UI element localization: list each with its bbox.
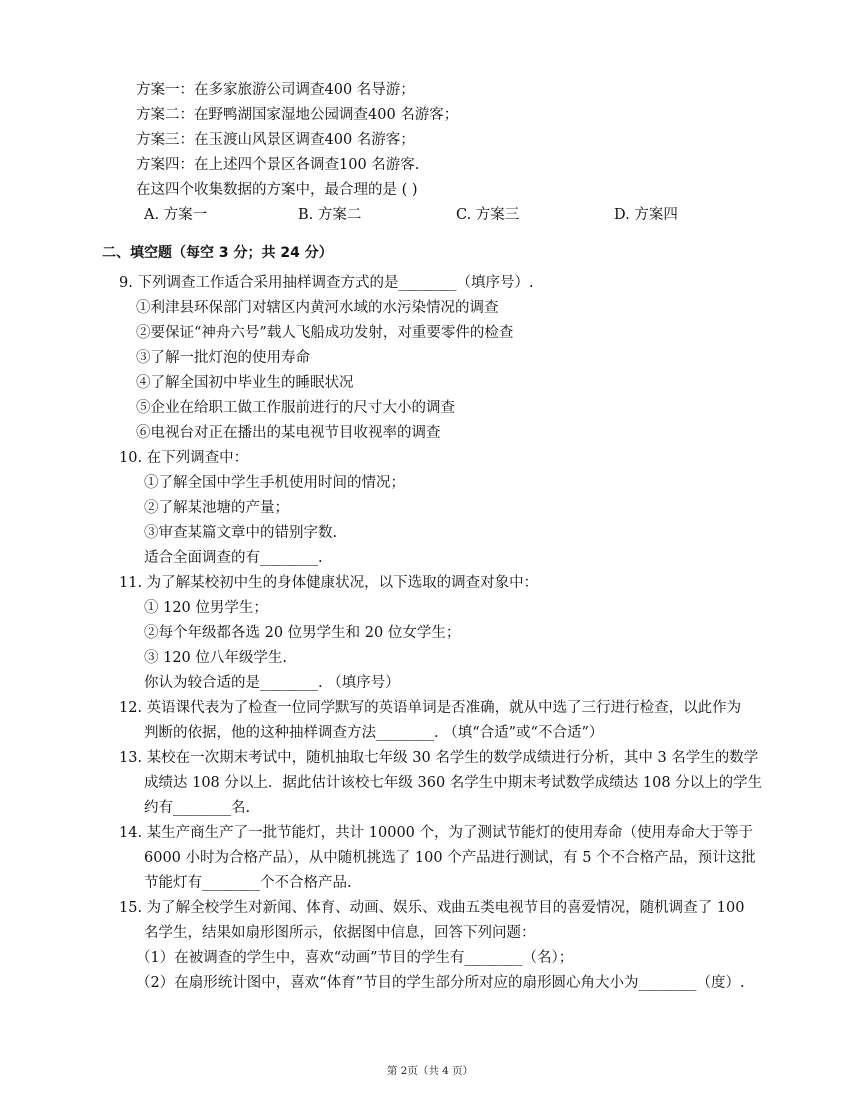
q11-item-2: ②每个年级都各选 20 位男学生和 20 位女学生；: [144, 625, 461, 641]
q10-answer-line: 适合全面调查的有________.: [144, 550, 323, 566]
page-footer: 第 2页（共 4 页）: [386, 1065, 474, 1077]
q14-line-2: 6000 小时为合格产品），从中随机挑选了 100 个产品进行测试，有 5 个不合格产品，预计这批: [144, 850, 756, 866]
q11-item-3: ③ 120 位八年级学生.: [144, 650, 288, 666]
q8-plan-3: 方案三：在玉渡山风景区调查400 名游客；: [136, 132, 415, 148]
q8-stem: 在这四个收集数据的方案中，最合理的是 ( ): [136, 182, 418, 198]
q11-stem: 11. 为了解某校初中生的身体健康状况，以下选取的调查对象中：: [119, 575, 539, 591]
q11-item-1: ① 120 位男学生；: [144, 600, 268, 616]
q9-item-1: ①利津县环保部门对辖区内黄河水域的水污染情况的调查: [136, 300, 499, 316]
q9-item-2: ②要保证“神舟六号”载人飞船成功发射，对重要零件的检查: [136, 325, 514, 341]
q8-plan-4: 方案四：在上述四个景区各调查100 名游客.: [136, 157, 420, 173]
q10-item-2: ②了解某池塘的产量；: [144, 500, 289, 516]
q14-line-1: 14. 某生产商生产了一批节能灯，共计 10000 个，为了测试节能灯的使用寿命（使用寿命大于等于: [119, 825, 754, 841]
q14-line-3: 节能灯有________个不合格产品.: [144, 875, 352, 891]
q8-option-a: A. 方案一: [144, 207, 208, 223]
q9-item-5: ⑤企业在给职工做工作服前进行的尺寸大小的调查: [136, 400, 455, 416]
q9-item-3: ③了解一批灯泡的使用寿命: [136, 350, 310, 366]
q10-item-3: ③审查某篇文章中的错别字数.: [144, 525, 338, 541]
q8-plan-1: 方案一：在多家旅游公司调查400 名导游；: [136, 82, 415, 98]
q9-item-4: ④了解全国初中毕业生的睡眠状况: [136, 375, 354, 391]
q10-item-1: ①了解全国中学生手机使用时间的情况；: [144, 475, 405, 491]
q15-sub-2: （2）在扇形统计图中，喜欢“体育”节目的学生部分所对应的扇形圆心角大小为________（度）.: [136, 975, 745, 991]
q13-line-2: 成绩达 108 分以上．据此估计该校七年级 360 名学生中期末考试数学成绩达 108 分以上的学生: [144, 775, 763, 791]
q11-answer-line: 你认为较合适的是________. （填序号）: [144, 675, 400, 691]
section-heading: 二、填空题（每空 3 分；共 24 分）: [102, 245, 333, 261]
q8-option-b: B. 方案二: [298, 207, 362, 223]
q12-line-1: 12. 英语课代表为了检查一位同学默写的英语单词是否准确，就从中选了三行进行检查，以此作为: [119, 700, 742, 716]
q9-item-6: ⑥电视台对正在播出的某电视节目收视率的调查: [136, 425, 441, 441]
q15-line-1: 15. 为了解全校学生对新闻、体育、动画、娱乐、戏曲五类电视节目的喜爱情况，随机调查了 100: [119, 900, 745, 916]
q13-line-1: 13. 某校在一次期末考试中，随机抽取七年级 30 名学生的数学成绩进行分析，其中 3 名学生的数学: [119, 750, 759, 766]
q8-plan-2: 方案二：在野鸭湖国家湿地公园调查400 名游客；: [136, 107, 459, 123]
q9-stem: 9. 下列调查工作适合采用抽样调查方式的是________（填序号）.: [119, 275, 534, 291]
q12-line-2: 判断的依据，他的这种抽样调查方法________. （填“合适”或“不合适”）: [144, 725, 604, 741]
q8-option-c: C. 方案三: [456, 207, 520, 223]
q15-line-2: 名学生，结果如扇形图所示，依据图中信息，回答下列问题：: [144, 925, 536, 941]
q8-option-d: D. 方案四: [614, 207, 678, 223]
q15-sub-1: （1）在被调查的学生中，喜欢“动画”节目的学生有________（名）；: [136, 950, 574, 966]
q10-stem: 10. 在下列调查中：: [119, 450, 249, 466]
q13-line-3: 约有________名.: [144, 800, 251, 816]
